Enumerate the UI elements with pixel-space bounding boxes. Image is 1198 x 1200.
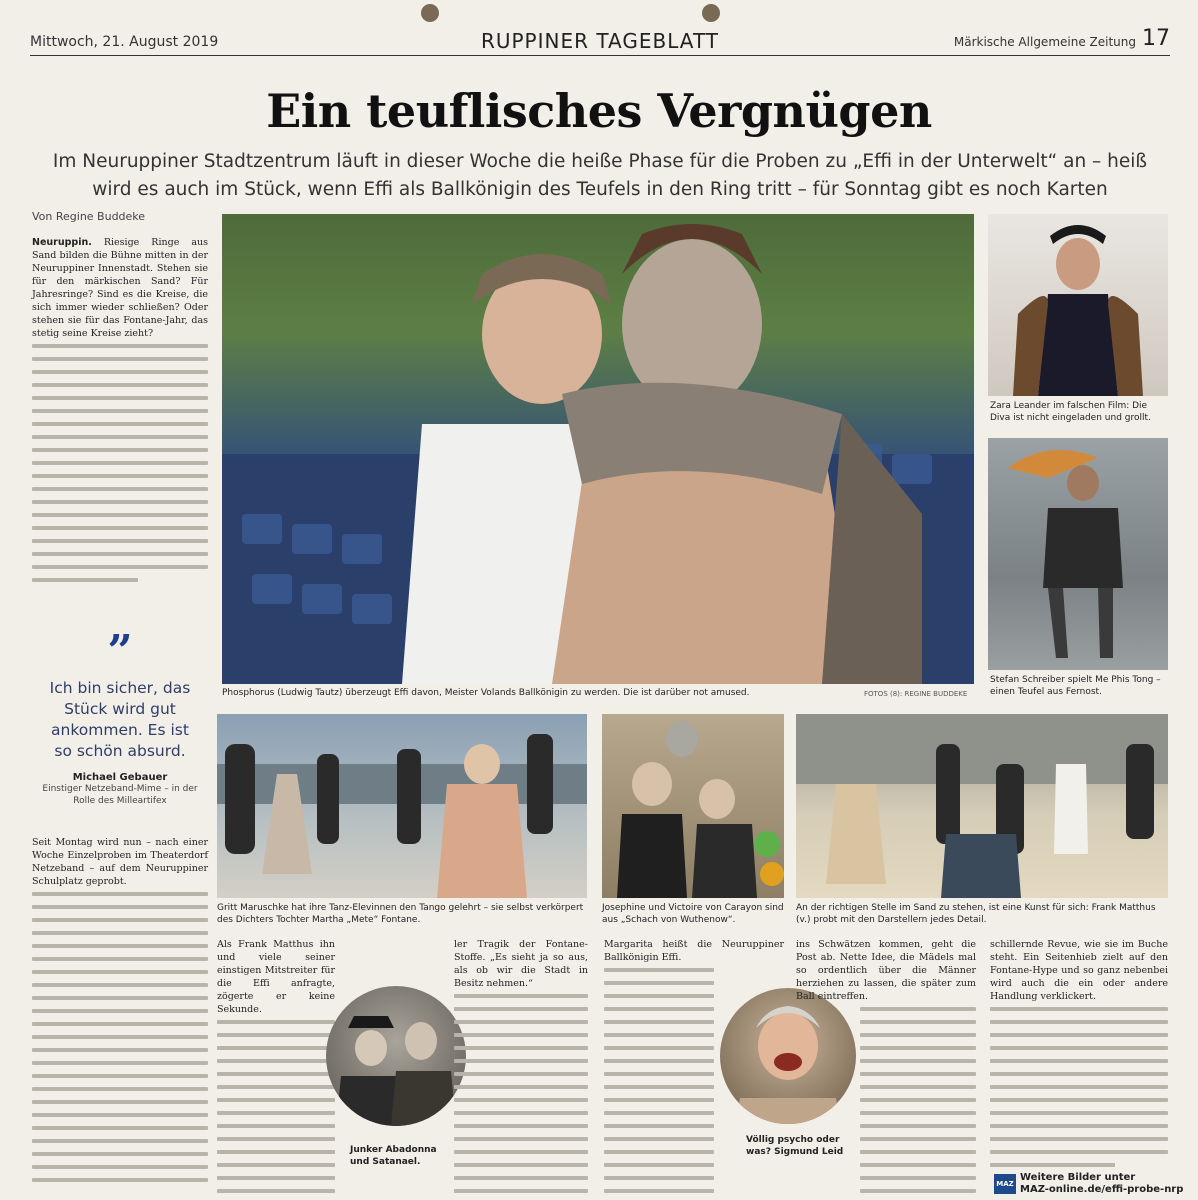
issue-date: Mittwoch, 21. August 2019 xyxy=(30,34,219,50)
dateline: Neuruppin. xyxy=(32,237,92,248)
tango-photo-illustration xyxy=(217,714,587,898)
body-text-lines xyxy=(217,1020,335,1200)
junker-portrait xyxy=(326,986,466,1126)
column-6 xyxy=(990,938,1168,1176)
main-photo-illustration xyxy=(222,214,974,684)
column-2-start: Als Frank Matthus ihn und viele seiner einstigen Mitstreiter für die Effi anfragte, zögerte er keine Sekunde. xyxy=(217,939,335,1015)
maz-logo: MAZ xyxy=(994,1174,1016,1194)
punch-hole xyxy=(421,4,439,22)
column-1-start: Seit Montag wird nun – nach einer Woche Einzelproben im Theaterdorf Netzeband – auf dem Neuruppiner Schulplatz geprobt. xyxy=(32,837,208,887)
column-1 xyxy=(32,836,208,1191)
link-label: Weitere Bilder unter xyxy=(1020,1172,1136,1183)
page-number: 17 xyxy=(1142,26,1170,51)
headline: Ein teuflisches Vergnügen xyxy=(266,84,932,138)
main-photo-caption: Phosphorus (Ludwig Tautz) überzeugt Effi davon, Meister Volands Ballkönigin zu werden. Die ist darüber not amused. xyxy=(222,688,750,698)
sand-caption: An der richtigen Stelle im Sand zu stehen, ist eine Kunst für sich: Frank Matthus (v.) probt mit den Darstellern jedes Detail. xyxy=(796,903,1156,925)
column-5 xyxy=(796,938,976,1200)
stefan-photo-illustration xyxy=(988,438,1168,670)
lead-paragraph xyxy=(32,236,208,340)
column-6-start: schillernde Revue, wie sie im Buche steht. Ein Seitenhieb zielt auf den Fontane-Hype und so ganz nebenbei wird auch die ein oder andere Handlung verklickert. xyxy=(990,939,1168,1002)
quote-text: Ich bin sicher, das Stück wird gut ankommen. Es ist so schön absurd. xyxy=(49,679,191,760)
column-5-start: ins Schwätzen kommen, geht die Post ab. Nette Idee, die Mädels mal so ordentlich über die Männer herziehen zu lassen, die später zum Ball eintreffen. xyxy=(796,939,976,1002)
affiliate-name: Märkische Allgemeine Zeitung xyxy=(953,35,1136,49)
tango-photo xyxy=(217,714,587,898)
body-text-lines xyxy=(990,1007,1168,1167)
stefan-caption: Stefan Schreiber spielt Me Phis Tong – einen Teufel aus Fernost. xyxy=(990,675,1161,697)
column-3-start: ler Tragik der Fontane-Stoffe. „Es sieht ja so aus, als ob wir die Stadt in Besitz nehmen.“ xyxy=(454,939,588,989)
tango-caption: Gritt Maruschke hat ihre Tanz-Elevinnen den Tango gelehrt – sie selbst verkörpert des Dichters Tochter Martha „Mete“ Fontane. xyxy=(217,903,584,925)
zara-photo-illustration xyxy=(988,214,1168,396)
more-photos-link[interactable] xyxy=(994,1172,1183,1196)
column-4-start: Margarita heißt die Neuruppiner Ballkönigin Effi. xyxy=(604,939,784,963)
punch-hole xyxy=(702,4,720,22)
lead-text: Riesige Ringe aus Sand bilden die Bühne mitten in der Neuruppiner Innenstadt. Stehen sie für den märkischen Sand? Für Jahresringe? Sind es die Kreise, die sich immer wieder schließen? Oder stehen sie für das Fontane-Jahr, das stetig seine Kreise zieht? xyxy=(32,237,208,339)
column-2 xyxy=(217,938,335,1200)
lead-column xyxy=(32,236,208,591)
main-photo xyxy=(222,214,974,684)
body-text-lines xyxy=(32,344,208,582)
body-text-lines xyxy=(454,994,588,1200)
body-text-lines xyxy=(604,968,714,1193)
body-text-lines xyxy=(32,892,208,1182)
junker-portrait-illustration xyxy=(326,986,466,1126)
byline: Von Regine Buddeke xyxy=(32,210,146,223)
photo-credit: FOTOS (8): REGINE BUDDEKE xyxy=(864,690,968,698)
link-url[interactable]: MAZ-online.de/effi-probe-nrp xyxy=(1020,1184,1184,1195)
carayon-caption: Josephine und Victoire von Carayon sind aus „Schach von Wuthenow“. xyxy=(602,903,784,925)
pull-quote xyxy=(40,626,200,807)
sigmund-caption: Völlig psycho oder was? Sigmund Leid xyxy=(746,1135,844,1157)
sand-photo-illustration xyxy=(796,714,1168,898)
quote-mark: ” xyxy=(107,626,133,677)
column-3 xyxy=(454,938,588,1200)
masthead xyxy=(30,26,1170,56)
subheading: Im Neuruppiner Stadtzentrum läuft in dieser Woche die heiße Phase für die Proben zu „Effi in der Unterwelt“ an – heiß wird es auch im Stück, wenn Effi als Ballkönigin des Teufels in den Ring tritt – für Sonntag gibt es noch Karten xyxy=(52,151,1148,200)
carayon-photo xyxy=(602,714,784,898)
zara-caption: Zara Leander im falschen Film: Die Diva ist nicht eingeladen und grollt. xyxy=(990,401,1151,423)
quote-author-role: Einstiger Netzeband-Mime – in der Rolle des Milleartifex xyxy=(42,784,198,806)
body-text-lines xyxy=(860,1007,976,1193)
junker-caption: Junker Abadonna und Satanael. xyxy=(350,1145,437,1167)
carayon-photo-illustration xyxy=(602,714,784,898)
zara-photo xyxy=(988,214,1168,396)
paper-title: RUPPINER TAGEBLATT xyxy=(480,29,720,53)
quote-author: Michael Gebauer xyxy=(72,772,168,783)
sand-photo xyxy=(796,714,1168,898)
stefan-photo xyxy=(988,438,1168,670)
